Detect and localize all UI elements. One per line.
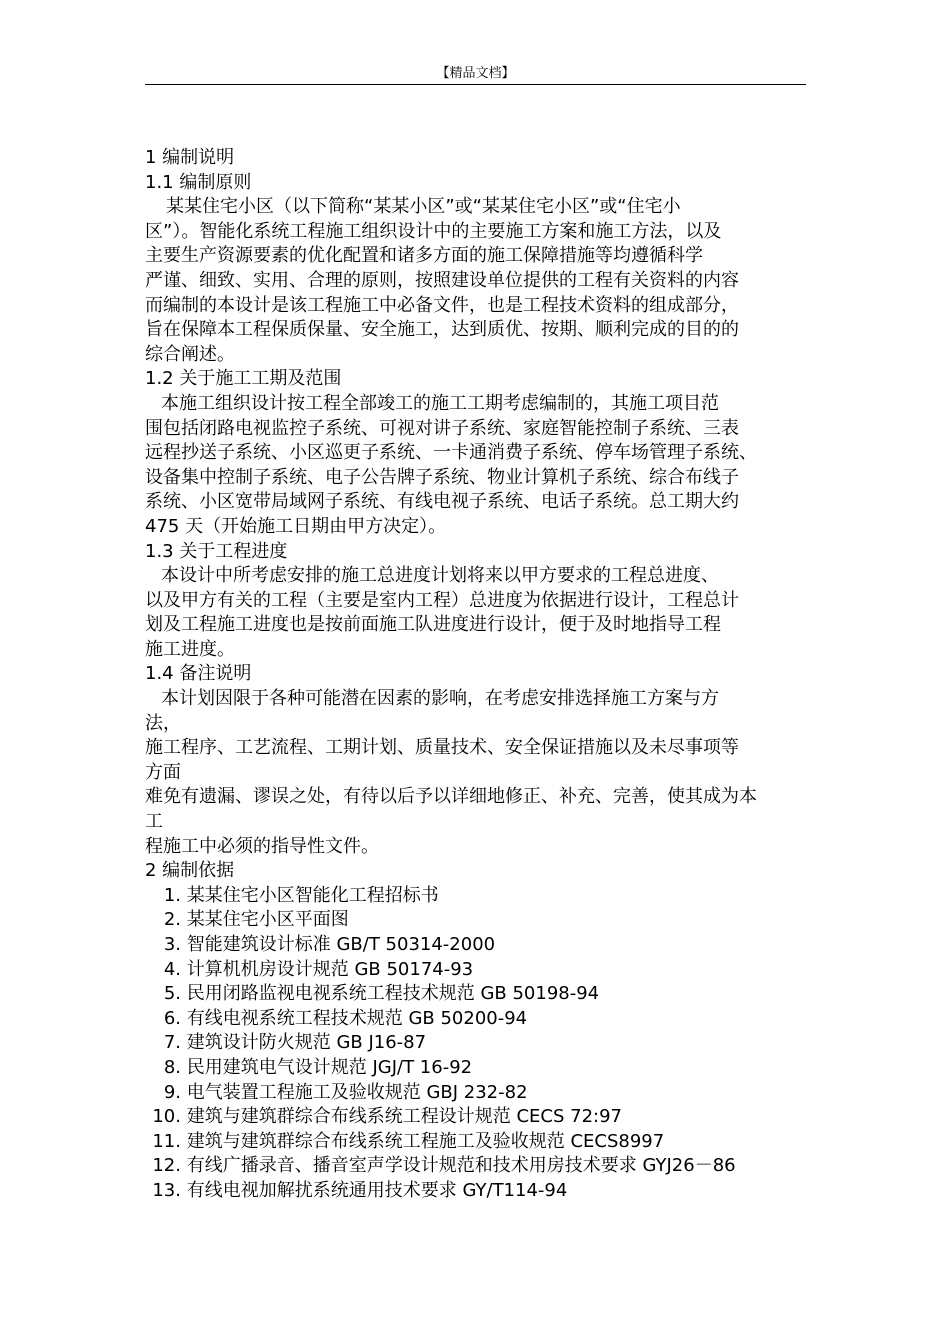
paragraph-line: 施工进度。 [145, 638, 235, 660]
reference-text: 建筑与建筑群综合布线系统工程施工及验收规范 CECS8997 [186, 1130, 665, 1152]
paragraph-line: 本计划因限于各种可能潜在因素的影响，在考虑安排选择施工方案与方 [161, 688, 719, 710]
paragraph-line: 划及工程施工进度也是按前面施工队进度进行设计，便于及时地指导工程 [145, 614, 721, 636]
reference-text: 有线广播录音、播音室声学设计规范和技术用房技术要求 GYJ26－86 [186, 1155, 736, 1177]
paragraph-line: 系统、小区宽带局域网子系统、有线电视子系统、电话子系统。总工期大约 [145, 491, 739, 513]
reference-item [145, 884, 817, 909]
reference-item [145, 908, 817, 933]
document-body [145, 146, 817, 1204]
reference-text: 有线电视系统工程技术规范 GB 50200-94 [186, 1007, 528, 1029]
reference-item [145, 1179, 817, 1204]
reference-number: 8. [163, 1056, 181, 1078]
paragraph-line: 475 天（开始施工日期由甲方决定）。 [145, 515, 447, 537]
reference-item [145, 958, 817, 983]
section-1-2-heading: 1.2 关于施工工期及范围 [145, 368, 342, 390]
paragraph-line: 本设计中所考虑安排的施工总进度计划将来以甲方要求的工程总进度、 [161, 565, 719, 587]
reference-number: 5. [163, 983, 181, 1005]
reference-text: 计算机机房设计规范 GB 50174-93 [186, 958, 474, 980]
reference-number: 11. [152, 1130, 181, 1152]
reference-text: 建筑设计防火规范 GB J16-87 [186, 1032, 427, 1054]
reference-number: 3. [163, 934, 181, 955]
reference-text: 建筑与建筑群综合布线系统工程设计规范 CECS 72:97 [186, 1106, 622, 1128]
paragraph-line: 以及甲方有关的工程（主要是室内工程）总进度为依据进行设计，工程总计 [145, 589, 739, 611]
header-rule [145, 84, 806, 85]
paragraph-line: 难免有遗漏、谬误之处，有待以后予以详细地修正、补充、完善，使其成为本 [145, 786, 757, 808]
reference-text: 有线电视加解扰系统通用技术要求 GY/T114-94 [186, 1179, 568, 1201]
paragraph-line: 区”）。智能化系统工程施工组织设计中的主要施工方案和施工方法，以及 [145, 220, 722, 242]
paragraph-line: 法， [145, 712, 181, 734]
section-1-1-heading: 1.1 编制原则 [145, 171, 252, 193]
reference-number: 1. [163, 884, 181, 906]
section-2-heading: 2 编制依据 [145, 860, 235, 882]
section-1-3-heading: 1.3 关于工程进度 [145, 540, 288, 562]
paragraph-line: 严谨、细致、实用、合理的原则，按照建设单位提供的工程有关资料的内容 [145, 269, 739, 291]
reference-text: 某某住宅小区平面图 [186, 909, 349, 931]
reference-text: 民用建筑电气设计规范 JGJ/T 16-92 [186, 1056, 473, 1078]
reference-number: 12. [152, 1155, 181, 1177]
reference-item [145, 1081, 817, 1106]
reference-item [145, 1056, 817, 1081]
reference-number: 10. [152, 1106, 181, 1128]
reference-number: 4. [163, 958, 181, 980]
paragraph-line: 方面 [145, 761, 181, 783]
reference-text: 某某住宅小区智能化工程招标书 [186, 884, 439, 906]
paragraph-line: 旨在保障本工程保质保量、安全施工，达到质优、按期、顺利完成的目的的 [145, 319, 739, 341]
paragraph-line: 综合阐述。 [145, 343, 235, 365]
reference-number: 7. [163, 1032, 181, 1054]
paragraph-line: 主要生产资源要素的优化配置和诸多方面的施工保障措施等均遵循科学 [145, 245, 703, 267]
paragraph-line: 工 [145, 811, 163, 833]
reference-text: 电气装置工程施工及验收规范 GBJ 232-82 [186, 1081, 528, 1103]
reference-item [145, 1154, 817, 1179]
reference-item [145, 982, 817, 1007]
paragraph-line: 远程抄送子系统、小区巡更子系统、一卡通消费子系统、停车场管理子系统、 [145, 442, 757, 464]
paragraph-line: 而编制的本设计是该工程施工中必备文件，也是工程技术资料的组成部分， [145, 294, 739, 316]
paragraph-line: 设备集中控制子系统、电子公告牌子系统、物业计算机子系统、综合布线子 [145, 466, 739, 488]
section-1-4-heading: 1.4 备注说明 [145, 663, 252, 685]
paragraph-line: 围包括闭路电视监控子系统、可视对讲子系统、家庭智能控制子系统、三表 [145, 417, 739, 439]
reference-item [145, 1105, 817, 1130]
reference-text: 民用闭路监视电视系统工程技术规范 GB 50198-94 [186, 983, 600, 1005]
reference-item [145, 1031, 817, 1056]
reference-number: 13. [152, 1179, 181, 1201]
paragraph-line: 施工程序、工艺流程、工期计划、质量技术、安全保证措施以及未尽事项等 [145, 737, 739, 759]
reference-item [145, 933, 817, 958]
reference-item [145, 1130, 817, 1155]
section-1-heading: 1 编制说明 [145, 147, 235, 168]
reference-number: 2. [163, 909, 181, 931]
reference-number: 6. [163, 1007, 181, 1029]
paragraph-line: 程施工中必须的指导性文件。 [145, 835, 379, 857]
paragraph-line: 本施工组织设计按工程全部竣工的施工工期考虑编制的，其施工项目范 [161, 392, 719, 414]
reference-item [145, 1007, 817, 1032]
page-header: 【精品文档】 [436, 66, 515, 81]
reference-text: 智能建筑设计标准 GB/T 50314-2000 [186, 934, 496, 955]
paragraph-line: 某某住宅小区（以下简称“某某小区”或“某某住宅小区”或“住宅小 [166, 196, 681, 218]
reference-number: 9. [163, 1081, 181, 1103]
